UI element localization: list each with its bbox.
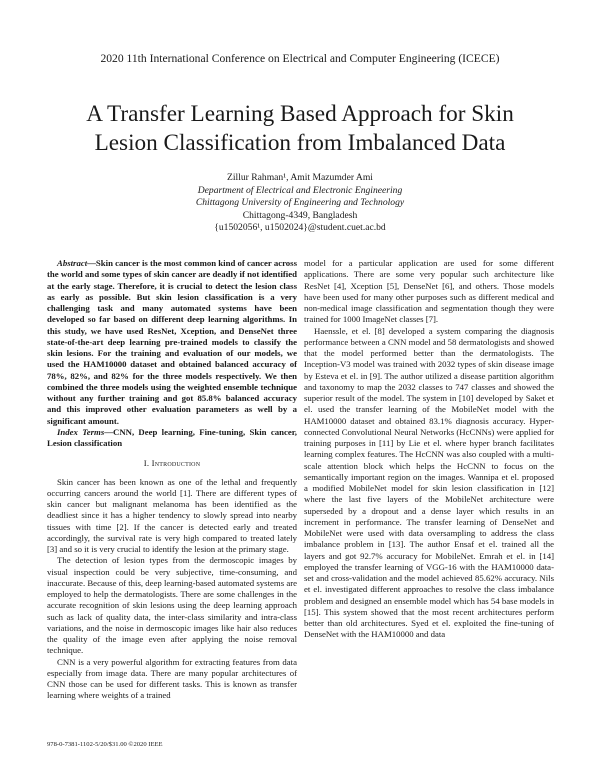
right-paragraph-2: Haenssle, et el. [8] developed a system comparing the diagnosis performance between a CNN model and 58 dermatologists and showed that the model performed better than the dermatologists. The Inception-V3 model was trained with 2032 types of skin disease image by Esteva et el. in [9]. The author utilized a disease partition algorithm and taxonomy to map the 2032 classes to 747 classes and showed the superior result of the model. The system in [10] developed by Saket et el. used the transfer learning of the MobileNet model with the HAM10000 dataset and obtained 83.1% diagnosis accuracy. Hyper-connected Convolutional Neural Networks (HcCNNs) were applied for training purposes in [11] by Lie et el. where hyper branch facilitates learning complex features. The HcCNN was also coupled with a multi-scale attention block which helps the HcCNN to focus on the semantically important region on the images. Wannipa et el. proposed a modified MobileNet model for skin lesion classification in [12] where the last five layers of the MobileNet architecture were superseded by a dropout and a dense layer which results in an increment in performance. The transfer learning of DenseNet and MobileNet were used with data oversampling to address the class imbalance problem in [13]. The author Ensaf et el. trained all the layers and got 92.7% accuracy for MobileNet. Emrah et el. in [14] employed the transfer learning of VGG-16 with the HAM10000 data-set and cross-validation and the model achieved 85.62% accuracy. Nils et el. investigated different approaches to resolve the class imbalance problem and designed an ensemble model which has 54 base models in [15]. This system showed that the most recent architectures perform better than old architectures. Syed et el. exploited the fine-tuning of DenseNet with the HAM10000 and data <box>304 325 554 640</box>
author-names: Zillur Rahman¹, Amit Mazumder Ami <box>227 172 373 183</box>
index-terms <box>47 427 297 450</box>
title-line-1: A Transfer Learning Based Approach for Skin <box>86 101 514 127</box>
left-column <box>47 258 297 702</box>
author-location: Chittagong-4349, Bangladesh <box>242 209 358 221</box>
author-department: Department of Electrical and Electronic Engineering <box>197 184 403 196</box>
intro-paragraph-1: Skin cancer has been known as one of the lethal and frequently occurring cancers around the world [1]. There are different types of skin cancer but malignant melanoma has been identified as the deadliest since it has a higher tendency to slowly spread into nearby tissues with time [2]. If the cancer is detected early and treated accordingly, the survival rate is very high compared to treated lately [3] and so it is very crucial to identify the lesion at the primary stage. <box>47 476 297 554</box>
author-university: Chittagong University of Engineering and Technology <box>195 197 405 208</box>
conference-header: 2020 11th International Conference on Electrical and Computer Engineering (ICECE) <box>100 52 500 65</box>
index-terms-lead: Index Terms <box>57 426 105 437</box>
abstract-text: —Skin cancer is the most common kind of cancer across the world and some types of skin cancer are deadly if not identified at the early stage. Therefore, it is crucial to detect the lesion class as early as possible. But skin lesion classification is a very challenging task and many automated systems have been developed so far based on different deep learning algorithms. In this study, we have used ResNet, Xception, and DenseNet three state-of-the-art deep learning pre-trained models to classify the skin lesions. For the training and evaluation of our models, we used the HAM10000 dataset and obtained balanced accuracy of 78%, 82%, and 82% for the three models respectively. We then combined the three models using the weighted ensemble technique without any further training and got 85.8% balanced accuracy and this improved other evaluation parameters as well by a significant amount. <box>47 258 297 426</box>
copyright-footer: 978-0-7381-1102-5/20/$31.00 ©2020 IEEE <box>47 741 163 748</box>
section-heading-introduction: I. Introduction <box>143 458 201 469</box>
intro-paragraph-3: CNN is a very powerful algorithm for extracting features from data especially from image data. There are many popular architectures of CNN those can be used for different tasks. This is known as transfer learning where weights of a trained <box>47 656 297 701</box>
abstract <box>47 258 297 427</box>
abstract-lead: Abstract <box>57 258 88 268</box>
index-terms-text: —CNN, Deep learning, Fine-tuning, Skin cancer, Lesion classification <box>47 426 297 448</box>
author-block <box>0 172 600 235</box>
right-paragraph-1: model for a particular application are used for some different applications. There are some very popular such architecture like ResNet [4], Xception [5], DenseNet [6], and others. Those models have been used for many other purposes such as different medical and non-medical image classification and segmentation though they were trained for 1000 ImageNet classes [7]. <box>304 258 554 325</box>
right-column <box>304 258 554 641</box>
author-emails: {u1502056¹, u1502024}@student.cuet.ac.bd <box>214 222 386 233</box>
title-line-2: Lesion Classification from Imbalanced Data <box>94 130 506 156</box>
intro-paragraph-2: The detection of lesion types from the dermoscopic images by visual inspection could be very subjective, time-consuming, and inaccurate. Because of this, deep learning-based automated systems are employed to help the dermatologists. There are some challenges in the accurate recognition of skin lesions using the deep learning approach such as lack of quality data, the inter-class similarity and intra-class variations, and the noise in dermoscopic images like hair also reduces the quality of the image even after applying the noise removal technique. <box>47 555 297 656</box>
paper-title <box>40 100 560 158</box>
